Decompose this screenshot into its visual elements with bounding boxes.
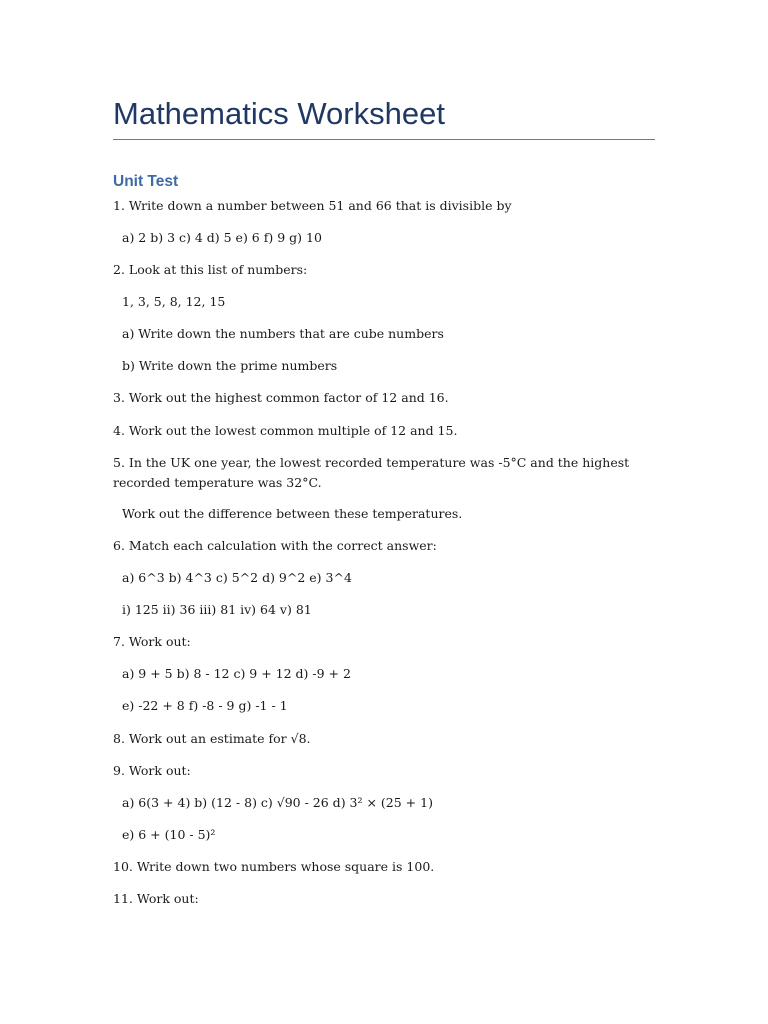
question-9-row-2: e) 6 + (10 - 5)² — [122, 827, 216, 842]
question-2-part-b: b) Write down the prime numbers — [122, 358, 338, 373]
question-4-text: 4. Work out the lowest common multiple of 12 and 15. — [113, 423, 458, 438]
question-6-calculations: a) 6^3 b) 4^3 c) 5^2 d) 9^2 e) 3^4 — [122, 570, 352, 585]
question-6-answers: i) 125 ii) 36 iii) 81 iv) 64 v) 81 — [122, 602, 312, 617]
question-9-text: 9. Work out: — [113, 763, 191, 778]
question-8-text: 8. Work out an estimate for √8. — [113, 731, 311, 746]
worksheet-page — [113, 0, 655, 1024]
question-1-options: a) 2 b) 3 c) 4 d) 5 e) 6 f) 9 g) 10 — [122, 230, 322, 245]
question-2-number-list: 1, 3, 5, 8, 12, 15 — [122, 294, 226, 309]
question-7-row-1: a) 9 + 5 b) 8 - 12 c) 9 + 12 d) -9 + 2 — [122, 666, 351, 681]
question-6-text: 6. Match each calculation with the correct answer: — [113, 538, 437, 553]
question-10-text: 10. Write down two numbers whose square is 100. — [113, 859, 435, 874]
section-heading: Unit Test — [113, 173, 179, 190]
question-3-text: 3. Work out the highest common factor of 12 and 16. — [113, 390, 449, 405]
page-title: Mathematics Worksheet — [113, 96, 445, 131]
question-5-text: 5. In the UK one year, the lowest recorded temperature was -5°C and the highest recorded temperature was 32°C. — [113, 455, 630, 490]
title-divider — [113, 139, 655, 140]
question-11-text: 11. Work out: — [113, 891, 199, 906]
question-2-part-a: a) Write down the numbers that are cube numbers — [122, 326, 444, 341]
question-9-row-1: a) 6(3 + 4) b) (12 - 8) c) √90 - 26 d) 3² × (25 + 1) — [122, 795, 433, 810]
question-7-text: 7. Work out: — [113, 634, 191, 649]
question-2-text: 2. Look at this list of numbers: — [113, 262, 308, 277]
question-5-instruction: Work out the difference between these temperatures. — [122, 506, 463, 521]
question-7-row-2: e) -22 + 8 f) -8 - 9 g) -1 - 1 — [122, 698, 288, 713]
question-1-text: 1. Write down a number between 51 and 66 that is divisible by — [113, 198, 512, 213]
